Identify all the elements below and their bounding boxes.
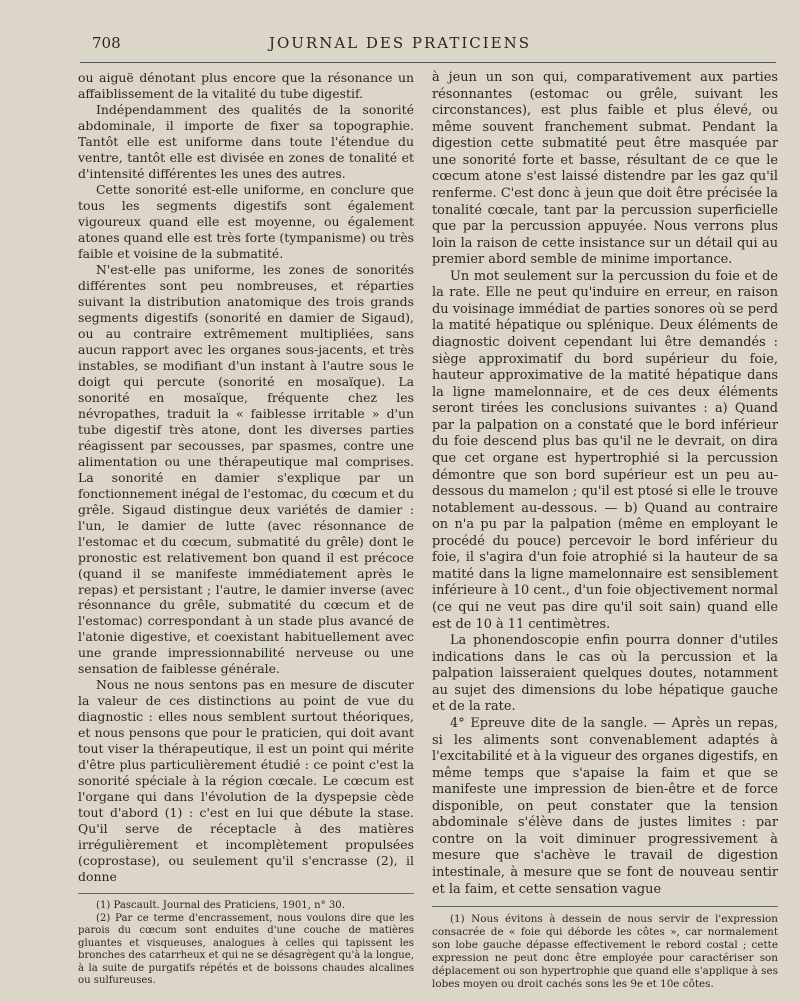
paragraph: Indépendamment des qualités de la sonorité abdominale, il importe de fixer sa topographie. Tantôt elle est uniforme dans toute l'étendue du ventre, tantôt elle est divisée en zones de tonalité et d'intensité différentes les unes des autres. (78, 101, 414, 181)
paragraph: à jeun un son qui, comparativement aux parties résonnantes (estomac ou grêle, suivant les circonstances), est plus faible et plus élevé, ou même souvent franchement submat. Pendant la digestion cette submatité peut être masquée par une sonorité forte et basse, résultant de ce que le cœcum atone s'est laissé distendre par les gaz qu'il renferme. C'est donc à jeun que doit être précisée la tonalité cœcale, tant par la percussion superficielle que par la percussion appuyée. Nous verrons plus loin la raison de cette insistance sur un détail qui au premier abord semble de minime importance. (432, 70, 778, 268)
right-column (432, 70, 778, 990)
page-header (0, 34, 800, 56)
left-column (78, 70, 414, 988)
paragraph: N'est-elle pas uniforme, les zones de sonorités différentes sont peu nombreuses, et réparties suivant la distribution anatomique des trois grands segments digestifs (sonorité en damier de Sigaud), ou au contraire extrêmement multipliées, sans aucun rapport avec les organes sous-jacents, et très instables, se modifiant d'un instant à l'autre sous le doigt qui percute (sonorité en mosaïque). La sonorité en mosaïque, fréquente chez les névropathes, traduit la « faiblesse irritable » d'un tube digestif très atone, dont les diverses parties réagissent par secousses, par spasmes, contre une alimentation ou une thérapeutique mal comprises. La sonorité en damier s'explique par un fonctionnement inégal de l'estomac, du cœcum et du grêle. Sigaud distingue deux variétés de damier : l'un, le damier de lutte (avec résonnance de l'estomac et du cœcum, submatité du grêle) dont le pronostic est relativement bon quand il est précoce (quand il se manifeste immédiatement après le repas) et persistant ; l'autre, le damier inverse (avec résonnance du grêle, submatité du cœcum et de l'estomac) correspondant à un stade plus avancé de l'atonie digestive, et coexistant habituellement avec une grande impressionnabilité nerveuse ou une sensation de faiblesse générale. (78, 261, 414, 677)
paragraph: ou aiguë dénotant plus encore que la résonance un affaiblissement de la vitalité du tube digestif. (78, 70, 414, 101)
footnote: (1) Nous évitons à dessein de nous servir de l'expression consacrée de « foie qui déborde les côtes », car normalement son lobe gauche dépasse effectivement le rebord costal ; cette expression ne peut donc être employée pour caractériser son déplacement ou son hypertrophie que quand elle s'applique à ses lobes moyen ou droit cachés sons les 9e et 10e côtes. (432, 913, 778, 990)
footnote-rule (78, 893, 414, 894)
page-number: 708 (92, 34, 121, 52)
paragraph: Un mot seulement sur la percussion du foie et de la rate. Elle ne peut qu'induire en erreur, en raison du voisinage immédiat de parties sonores où se perd la matité hépatique ou splénique. Deux éléments de diagnostic doivent cependant lui être demandés : siège approximatif du bord supérieur du foie, hauteur approximative de la matité hépatique dans la ligne mamelonnaire, et de ces deux éléments seront tirées les conclusions suivantes : a) Quand par la palpation on a constaté que le bord inférieur du foie descend plus bas qu'il ne le devrait, on dira que cet organe est hypertrophié si la percussion démontre que son bord supérieur est un peu au-dessous du mamelon ; qu'il est ptosé si elle le trouve notablement au-dessous. — b) Quand au contraire on n'a pu par la palpation (même en employant le procédé du pouce) percevoir le bord inférieur du foie, il s'agira d'un foie atrophié si la hauteur de sa matité dans la ligne mamelonnaire est sensiblement inférieure à 10 cent., d'un foie objectivement normal (ce qui ne veut pas dire qu'il soit sain) quand elle est de 10 à 11 centimètres. (432, 268, 778, 632)
paragraph: Nous ne nous sentons pas en mesure de discuter la valeur de ces distinctions au point de vue du diagnostic : elles nous semblent surtout théoriques, et nous pensons que pour le praticien, qui doit avant tout viser la thérapeutique, il est un point qui mérite d'être plus particulièrement étudié : ce point c'est la sonorité spéciale à la région cœcale. Le cœcum est l'organe qui dans l'évolution de la dyspepsie cède tout d'abord (1) : c'est en lui que débute la stase. Qu'il serve de réceptacle à des matières irrégulièrement et incomplètement propulsées (coprostase), ou seulement qu'il s'encrasse (2), il donne (78, 677, 414, 885)
footnote: (1) Pascault. Journal des Praticiens, 1901, n° 30. (96, 900, 345, 912)
journal-title: JOURNAL DES PRATICIENS (268, 34, 532, 52)
header-rule (80, 62, 776, 63)
footnote-rule (432, 906, 778, 907)
paragraph: La phonendoscopie enfin pourra donner d'utiles indications dans le cas où la percussion et la palpation laisseraient quelques doutes, notamment au sujet des dimensions du lobe hépatique gauche et de la rate. (432, 633, 778, 715)
footnote: (2) Par ce terme d'encrassement, nous voulons dire que les parois du cœcum sont enduites d'une couche de matières gluantes et visqueuses, analogues à celles qui tapissent les bronches des catarrheux et qui ne se désagrègent qu'à la longue, à la suite de purgatifs répétés et de boissons chaudes alcalines ou sulfureuses. (78, 912, 414, 987)
paragraph: Cette sonorité est-elle uniforme, en conclure que tous les segments digestifs sont également vigoureux quand elle est moyenne, ou également atones quand elle est très forte (tympanisme) ou très faible et voisine de la submatité. (78, 181, 414, 261)
footnotes (432, 913, 778, 990)
section-paragraph: 4° Epreuve dite de la sangle. — Après un repas, si les aliments sont convenablement adaptés à l'excitabilité et à la vigueur des organes digestifs, en même temps que s'apaise la faim et que se manifeste une impression de bien-être et de force disponible, on peut constater que la tension abdominale s'élève dans de justes limites : par contre on la voit diminuer progressivement à mesure que s'achève le travail de digestion intestinale, à mesure que se font de nouveau sentir et la faim, et cette sensation vague (432, 715, 778, 897)
footnotes (78, 900, 414, 988)
